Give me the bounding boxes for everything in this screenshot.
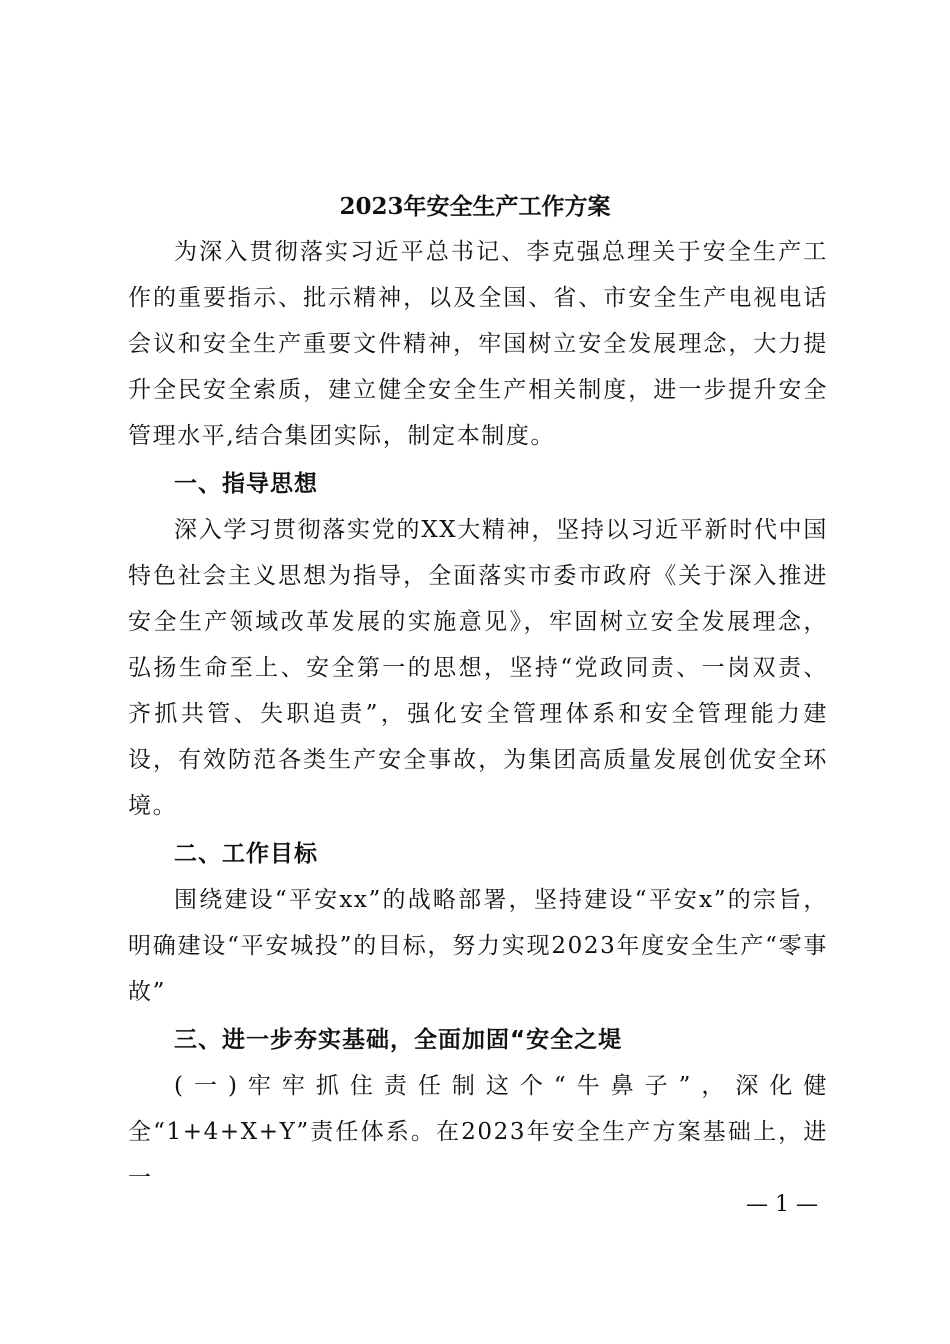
section-paragraph-work-goals: 围绕建设“平安xx”的战略部署，坚持建设“平安x”的宗旨，明确建设“平安城投”的目标，努力实现2023年度安全生产“零事故” — [128, 887, 828, 1005]
section-heading-work-goals: 二、工作目标 — [174, 841, 318, 867]
page-number: — 1 — — [746, 1192, 818, 1217]
section-heading-foundation: 三、进一步夯实基础，全面加固“安全之堤 — [174, 1027, 623, 1053]
intro-paragraph: 为深入贯彻落实习近平总书记、李克强总理关于安全生产工作的重要指示、批示精神，以及全国、省、市安全生产电视电话会议和安全生产重要文件精神，牢国树立安全发展理念，大力提升全民安全索质，建立健全安全生产相关制度，进一步提升安全管理水平,结合集团实际，制定本制度。 — [128, 239, 828, 449]
document-body — [128, 229, 828, 1201]
document-title: 2023年安全生产工作方案 — [339, 193, 611, 220]
section-heading-guiding-ideology: 一、指导思想 — [174, 471, 318, 497]
section-paragraph-guiding-ideology: 深入学习贯彻落实党的XX大精神，坚持以习近平新时代中国特色社会主义思想为指导，全面落实市委市政府《关于深入推进安全生产领域改革发展的实施意见》，牢固树立安全发展理念，弘扬生命至上、安全第一的思想，坚持“党政同责、一岗双责、齐抓共管、失职追责”，强化安全管理体系和安全管理能力建设，有效防范各类生产安全事故，为集团高质量发展创优安全环境。 — [128, 517, 828, 819]
section-paragraph-foundation: (一)牢牢抓住责任制这个“牛鼻子”，深化健全“1+4+X+Y”责任体系。在2023年安全生产方案基础上，进一 — [128, 1073, 828, 1191]
